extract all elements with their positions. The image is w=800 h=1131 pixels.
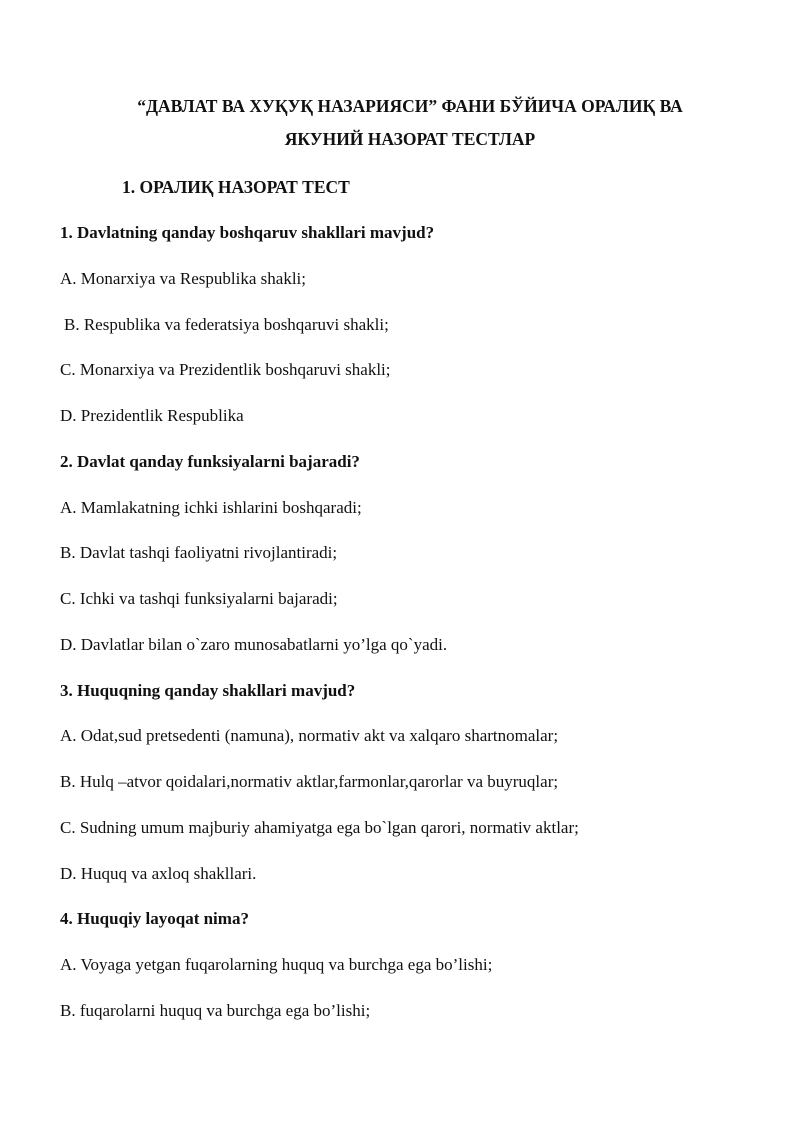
answer-2c: C. Ichki va tashqi funksiyalarni bajaradi; (60, 589, 338, 608)
answer-1a: A. Monarxiya va Respublika shakli; (60, 269, 306, 288)
answer-1b: B. Respublika va federatsiya boshqaruvi shakli; (64, 315, 389, 334)
answer-2b: B. Davlat tashqi faoliyatni rivojlantiradi; (60, 543, 338, 562)
answer-2d: D. Davlatlar bilan o`zaro munosabatlarni yo’lga qo`yadi. (60, 635, 448, 654)
answer-2a: A. Mamlakatning ichki ishlarini boshqaradi; (60, 498, 362, 517)
question-3: 3. Huquqning qanday shakllari mavjud? (60, 681, 356, 700)
question-1: 1. Davlatning qanday boshqaruv shakllari mavjud? (60, 223, 435, 242)
answer-1d: D. Prezidentlik Respublika (60, 406, 244, 425)
answer-3a: A. Odat,sud pretsedenti (namuna), normativ akt va xalqaro shartnomalar; (60, 726, 559, 745)
answer-1c: C. Monarxiya va Prezidentlik boshqaruvi shakli; (60, 360, 391, 379)
answer-3d: D. Huquq va axloq shakllari. (60, 864, 257, 883)
answer-3b: B. Hulq –atvor qoidalari,normativ aktlar,farmonlar,qarorlar va buyruqlar; (60, 772, 559, 791)
question-4: 4. Huquqiy layoqat nima? (60, 909, 249, 928)
question-2: 2. Davlat qanday funksiyalarni bajaradi? (60, 452, 360, 471)
document-title-line-2: ЯКУНИЙ НАЗОРАТ ТЕСТЛАР (284, 129, 536, 149)
section-heading: 1. ОРАЛИҚ НАЗОРАТ ТЕСТ (122, 177, 350, 197)
document-title-line-1: “ДАВЛАТ ВА ХУҚУҚ НАЗАРИЯСИ” ФАНИ БЎЙИЧА ОРАЛИҚ ВА (137, 96, 683, 116)
answer-4a: A. Voyaga yetgan fuqarolarning huquq va burchga ega bo’lishi; (60, 955, 493, 974)
answer-4b: B. fuqarolarni huquq va burchga ega bo’lishi; (60, 1001, 371, 1020)
answer-3c: C. Sudning umum majburiy ahamiyatga ega bo`lgan qarori, normativ aktlar; (60, 818, 579, 837)
